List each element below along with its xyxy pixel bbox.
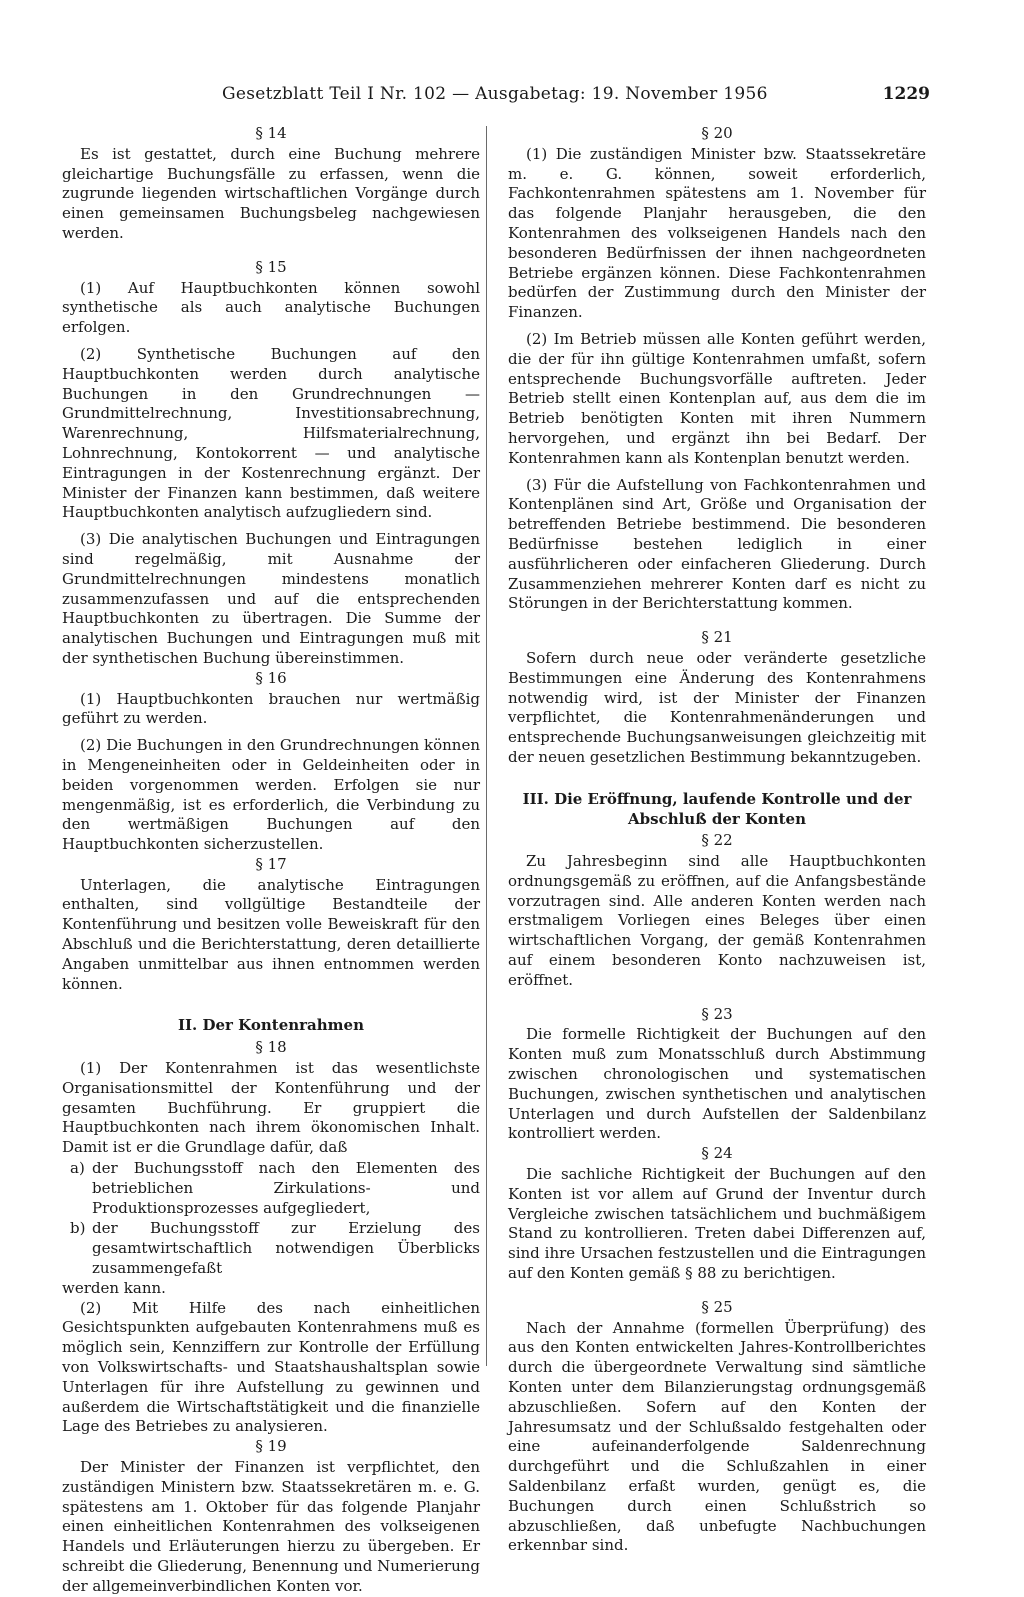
section-heading: § 20 (701, 124, 733, 142)
list-item-text: der Buchungsstoff nach den Elementen des betrieblichen Zirkulations- und Produktionsprozesses aufgegliedert, (92, 1159, 480, 1217)
section-heading: § 22 (701, 831, 733, 850)
section-heading: § 15 (255, 257, 287, 276)
section-heading: § 24 (701, 1144, 733, 1163)
paragraph: Der Minister der Finanzen ist verpflichtet, den zuständigen Ministern bzw. Staatssekretären m. e. G. spätestens am 1. Oktober für das folgende Planjahr einen einheitlichen Kontenrahmen des volkseigenen Handels und Erläuterungen hierzu zu übergeben. Er schreibt die Gliederung, Benennung und Numerierung der allgemeinverbindlichen Konten vor. (62, 1458, 480, 1595)
section-heading: § 19 (255, 1437, 287, 1456)
list-item-label: b) (70, 1219, 86, 1238)
paragraph: (1) Die zuständigen Minister bzw. Staatssekretäre m. e. G. können, soweit erforderlich, Fachkontenrahmen spätestens am 1. November für das folgende Planjahr herausgeben, die den Kontenrahmen des volkseigenen Handels nach den besonderen Bedürfnissen der ihnen nachgeordneten Betriebe ergänzen können. Diese Fachkontenrahmen bedürfen der Zustimmung durch den Minister der Finanzen. (508, 144, 926, 322)
paragraph: (3) Für die Aufstellung von Fachkontenrahmen und Kontenplänen sind Art, Größe und Organisation der betreffenden Betriebe bestimmend. Die besonderen Bedürfnisse bestehen lediglich in einer ausführlicheren oder einfacheren Gliederung. Durch Zusammenziehen mehrerer Konten darf es nicht zu Störungen in der Berichterstattung kommen. (508, 475, 926, 613)
list-item (62, 1159, 480, 1218)
paragraph-continuation: werden kann. (62, 1278, 166, 1297)
paragraph: (1) Der Kontenrahmen ist das wesentlichste Organisationsmittel der Kontenführung und der gesamten Buchführung. Er gruppiert die Hauptbuchkonten nach ihrem ökonomischen Inhalt. Damit ist er die Grundlage dafür, daß (62, 1059, 480, 1157)
list-item-text: der Buchungsstoff zur Erzielung des gesamtwirtschaftlich notwendigen Überblicks zusammengefaßt (92, 1219, 480, 1278)
list-item (62, 1219, 480, 1278)
left-column (62, 124, 480, 1597)
section-heading: § 18 (255, 1038, 287, 1057)
paragraph: Zu Jahresbeginn sind alle Hauptbuchkonten ordnungsgemäß zu eröffnen, auf die Anfangsbestände vorzutragen sind. Alle anderen Konten werden nach erstmaligem Vorliegen eines Beleges über einen wirtschaftlichen Vorgang, der gemäß Kontenrahmen auf einem besonderen Konto nachzuweisen ist, eröffnet. (508, 852, 926, 989)
right-column (508, 124, 926, 1556)
chapter-heading: III. Die Eröffnung, laufende Kontrolle und der Abschluß der Konten (522, 789, 912, 828)
column-divider (486, 126, 487, 1366)
paragraph: (1) Auf Hauptbuchkonten können sowohl synthetische als auch analytische Buchungen erfolgen. (62, 278, 480, 337)
paragraph: (2) Im Betrieb müssen alle Konten geführt werden, die der für ihn gültige Kontenrahmen umfaßt, sofern entsprechende Buchungsvorfälle auftreten. Jeder Betrieb stellt einen Kontenplan auf, aus dem die im Betrieb benötigten Konten mit ihren Nummern hervorgehen, und ergänzt ihn bei Bedarf. Der Kontenrahmen kann als Kontenplan benutzt werden. (508, 329, 926, 467)
chapter-heading: II. Der Kontenrahmen (178, 1016, 364, 1035)
page-number: 1229 (882, 84, 930, 104)
section-heading: § 16 (255, 668, 287, 687)
paragraph: Unterlagen, die analytische Eintragungen enthalten, sind vollgültige Bestandteile der Kontenführung und besitzen volle Beweiskraft für den Abschluß und die Berichterstattung, deren detaillierte Angaben unmittelbar aus ihnen entnommen werden können. (62, 875, 480, 993)
section-heading: § 17 (255, 854, 287, 873)
paragraph: Die sachliche Richtigkeit der Buchungen auf den Konten ist vor allem auf Grund der Inventur durch Vergleiche zwischen tatsächlichem und buchmäßigem Stand zu kontrollieren. Treten dabei Differenzen auf, sind ihre Ursachen festzustellen und die Eintragungen auf den Konten gemäß § 88 zu berichtigen. (508, 1165, 926, 1283)
section-heading: § 21 (701, 628, 733, 647)
page-header (222, 84, 930, 108)
paragraph: Sofern durch neue oder veränderte gesetzliche Bestimmungen eine Änderung des Kontenrahmens notwendig wird, ist der Minister der Finanzen verpflichtet, die Kontenrahmenänderungen und entsprechende Buchungsanweisungen gleichzeitig mit der neuen gesetzlichen Bestimmung bekanntzugeben. (508, 648, 926, 766)
paragraph: (2) Mit Hilfe des nach einheitlichen Gesichtspunkten aufgebauten Kontenrahmens muß es möglich sein, Kennziffern zur Kontrolle der Erfüllung von Volkswirtschafts- und Staatshaushaltsplan sowie Unterlagen für ihre Aufstellung zu gewinnen und außerdem die Wirtschaftstätigkeit und die finanzielle Lage des Betriebes zu analysieren. (62, 1298, 480, 1436)
paragraph: Nach der Annahme (formellen Überprüfung) des aus den Konten entwickelten Jahres-Kontrollberichtes durch die übergeordnete Verwaltung sind sämtliche Konten unter dem Bilanzierungstag ordnungsgemäß abzuschließen. Sofern auf den Konten der Jahresumsatz und der Schlußsaldo festgehalten oder eine aufeinanderfolgende Saldenrechnung durchgeführt und die Schlußzahlen in einer Saldenbilanz erfaßt wurden, genügt es, die Buchungen durch einen Schlußstrich so abzuschließen, daß unbefugte Nachbuchungen erkennbar sind. (508, 1318, 926, 1555)
paragraph: (2) Die Buchungen in den Grundrechnungen können in Mengeneinheiten oder in Geldeinheiten oder in beiden vorgenommen werden. Erfolgen sie nur mengenmäßig, ist es erforderlich, die Verbindung zu den wertmäßigen Buchungen auf den Hauptbuchkonten sicherzustellen. (62, 736, 480, 854)
list-item-label: a) (70, 1159, 85, 1178)
paragraph: (3) Die analytischen Buchungen und Eintragungen sind regelmäßig, mit Ausnahme der Grundmittelrechnungen mindestens monatlich zusammenzufassen und auf die entsprechenden Hauptbuchkonten zu übertragen. Die Summe der analytischen Buchungen und Eintragungen muß mit der synthetischen Buchung übereinstimmen. (62, 530, 480, 667)
section-heading: § 14 (255, 124, 287, 142)
paragraph: Die formelle Richtigkeit der Buchungen auf den Konten muß zum Monatsschluß durch Abstimmung zwischen chronologischen und systematischen Buchungen, zwischen synthetischen und analytischen Unterlagen und durch Aufstellen der Saldenbilanz kontrolliert werden. (508, 1025, 926, 1143)
paragraph: (1) Hauptbuchkonten brauchen nur wertmäßig geführt zu werden. (62, 689, 480, 728)
section-heading: § 23 (701, 1004, 733, 1023)
paragraph: Es ist gestattet, durch eine Buchung mehrere gleichartige Buchungsfälle zu erfassen, wenn die zugrunde liegenden wirtschaftlichen Vorgänge durch einen gemeinsamen Buchungsbeleg nachgewiesen werden. (62, 144, 480, 242)
section-heading: § 25 (701, 1297, 733, 1316)
paragraph: (2) Synthetische Buchungen auf den Hauptbuchkonten werden durch analytische Buchungen in den Grundrechnungen — Grundmittelrechnung, Investitionsabrechnung, Warenrechnung, Hilfsmaterialrechnung, Lohnrechnung, Kontokorrent — und analytische Eintragungen in der Kostenrechnung ergänzt. Der Minister der Finanzen kann bestimmen, daß weitere Hauptbuchkonten analytisch aufzugliedern sind. (62, 344, 480, 522)
running-title: Gesetzblatt Teil I Nr. 102 — Ausgabetag: 19. November 1956 (222, 84, 768, 104)
